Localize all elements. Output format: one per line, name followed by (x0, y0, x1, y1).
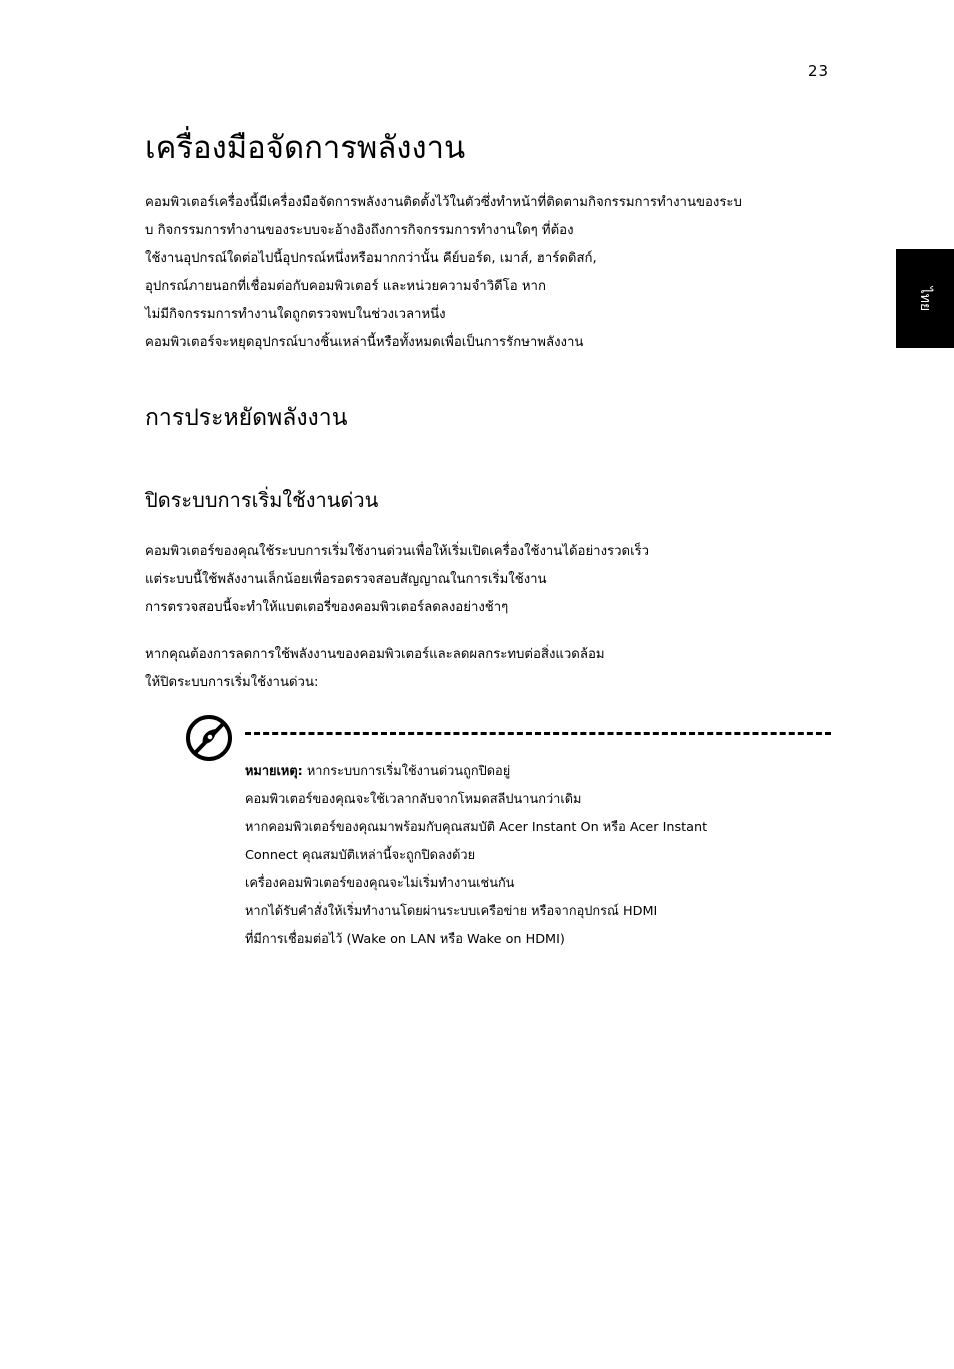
note-line: เครื่องคอมพิวเตอร์ของคุณจะไม่เริ่มทำงานเช่นกัน (245, 876, 515, 891)
note-first-line: หากระบบการเริ่มใช้งานด่วนถูกปิดอยู่ (302, 764, 511, 779)
note-divider (245, 732, 831, 735)
paragraph-line: คอมพิวเตอร์ของคุณใช้ระบบการเริ่มใช้งานด่วนเพื่อให้เริ่มเปิดเครื่องใช้งานได้อย่างรวดเร็ว (145, 544, 650, 559)
disable-paragraph (145, 641, 845, 697)
paragraph-line: หากคุณต้องการลดการใช้พลังงานของคอมพิวเตอร์และลดผลกระทบต่อสิ่งแวดล้อม (145, 647, 605, 662)
note-pen-icon (185, 714, 233, 762)
fast-startup-paragraph (145, 538, 845, 622)
page-title: เครื่องมือจัดการพลังงาน (145, 130, 466, 166)
note-label: หมายเหตุ: (245, 764, 303, 779)
section-title: การประหยัดพลังงาน (145, 405, 348, 431)
paragraph-line: แต่ระบบนี้ใช้พลังงานเล็กน้อยเพื่อรอตรวจสอบสัญญาณในการเริ่มใช้งาน (145, 572, 547, 587)
intro-line: อุปกรณ์ภายนอกที่เชื่อมต่อกับคอมพิวเตอร์ และหน่วยความจำวิดีโอ หาก (145, 279, 546, 294)
note-line: ที่มีการเชื่อมต่อไว้ (Wake on LAN หรือ Wake on HDMI) (245, 932, 565, 947)
language-tab (896, 249, 954, 348)
intro-line: ใช้งานอุปกรณ์ใดต่อไปนี้อุปกรณ์หนึ่งหรือมากกว่านั้น คีย์บอร์ด, เมาส์, ฮาร์ดดิสก์, (145, 251, 597, 266)
subsection-title: ปิดระบบการเริ่มใช้งานด่วน (145, 488, 379, 512)
note-line (245, 758, 845, 786)
intro-line: คอมพิวเตอร์เครื่องนี้มีเครื่องมือจัดการพลังงานติดตั้งไว้ในตัวซึ่งทำหน้าที่ติดตามกิจกรรมการทำงานของระบ (145, 195, 742, 210)
paragraph-line: การตรวจสอบนี้จะทำให้แบตเตอรี่ของคอมพิวเตอร์ลดลงอย่างช้าๆ (145, 600, 509, 615)
note-block (245, 758, 845, 954)
intro-paragraph (145, 189, 845, 357)
intro-line: ไม่มีกิจกรรมการทำงานใดถูกตรวจพบในช่วงเวลาหนึ่ง (145, 307, 446, 322)
language-tab-label: ไทย (916, 286, 933, 311)
page-number: 23 (808, 62, 830, 80)
paragraph-line: ให้ปิดระบบการเริ่มใช้งานด่วน: (145, 675, 319, 690)
note-line: Connect คุณสมบัติเหล่านี้จะถูกปิดลงด้วย (245, 848, 476, 863)
note-line: หากได้รับคำสั่งให้เริ่มทำงานโดยผ่านระบบเครือข่าย หรือจากอุปกรณ์ HDMI (245, 904, 658, 919)
note-line: หากคอมพิวเตอร์ของคุณมาพร้อมกับคุณสมบัติ Acer Instant On หรือ Acer Instant (245, 820, 708, 835)
intro-line: บ กิจกรรมการทำงานของระบบจะอ้างอิงถึงการกิจกรรมการทำงานใดๆ ที่ต้อง (145, 223, 574, 238)
note-line: คอมพิวเตอร์ของคุณจะใช้เวลากลับจากโหมดสลีปนานกว่าเดิม (245, 792, 582, 807)
intro-line: คอมพิวเตอร์จะหยุดอุปกรณ์บางชิ้นเหล่านี้หรือทั้งหมดเพื่อเป็นการรักษาพลังงาน (145, 335, 584, 350)
